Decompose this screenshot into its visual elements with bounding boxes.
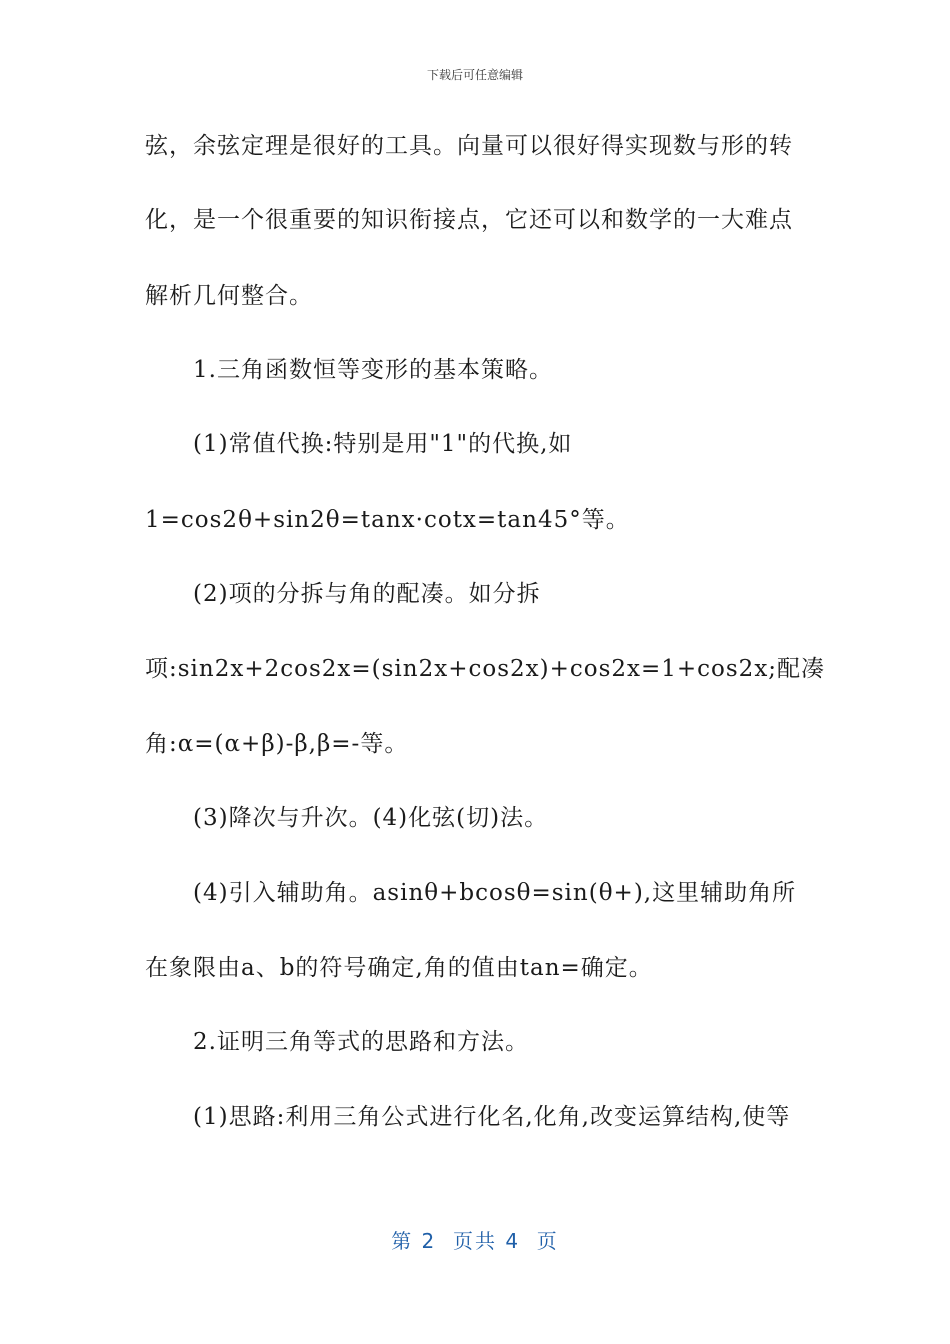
text-line: 化，是一个很重要的知识衔接点，它还可以和数学的一大难点 (145, 207, 793, 233)
formula-line: 1=cos2θ+sin2θ=tanx·cotx=tan45°等。 (145, 507, 630, 533)
text-line: 弦，余弦定理是很好的工具。向量可以很好得实现数与形的转 (145, 133, 793, 159)
text-line: (3)降次与升次。(4)化弦(切)法。 (193, 805, 549, 831)
text-line: (2)项的分拆与角的配凑。如分拆 (193, 581, 541, 607)
text-line: 解析几何整合。 (145, 283, 313, 309)
page-header: 下载后可任意编辑 (426, 68, 523, 82)
page-number-footer: 第 2 页共 4 页 (391, 1229, 559, 1253)
text-line: (4)引入辅助角。asinθ+bcosθ=sin(θ+),这里辅助角所 (193, 880, 797, 906)
formula-line: 角:α=(α+β)-β,β=-等。 (145, 731, 409, 757)
text-line: (1)常值代换:特别是用"1"的代换,如 (193, 431, 573, 457)
formula-line: 项:sin2x+2cos2x=(sin2x+cos2x)+cos2x=1+cos2x;配凑 (145, 656, 826, 682)
text-line: (1)思路:利用三角公式进行化名,化角,改变运算结构,使等 (193, 1104, 791, 1130)
section-heading: 2.证明三角等式的思路和方法。 (193, 1029, 529, 1055)
text-line: 在象限由a、b的符号确定,角的值由tan=确定。 (145, 955, 653, 981)
section-heading: 1.三角函数恒等变形的基本策略。 (193, 357, 553, 383)
